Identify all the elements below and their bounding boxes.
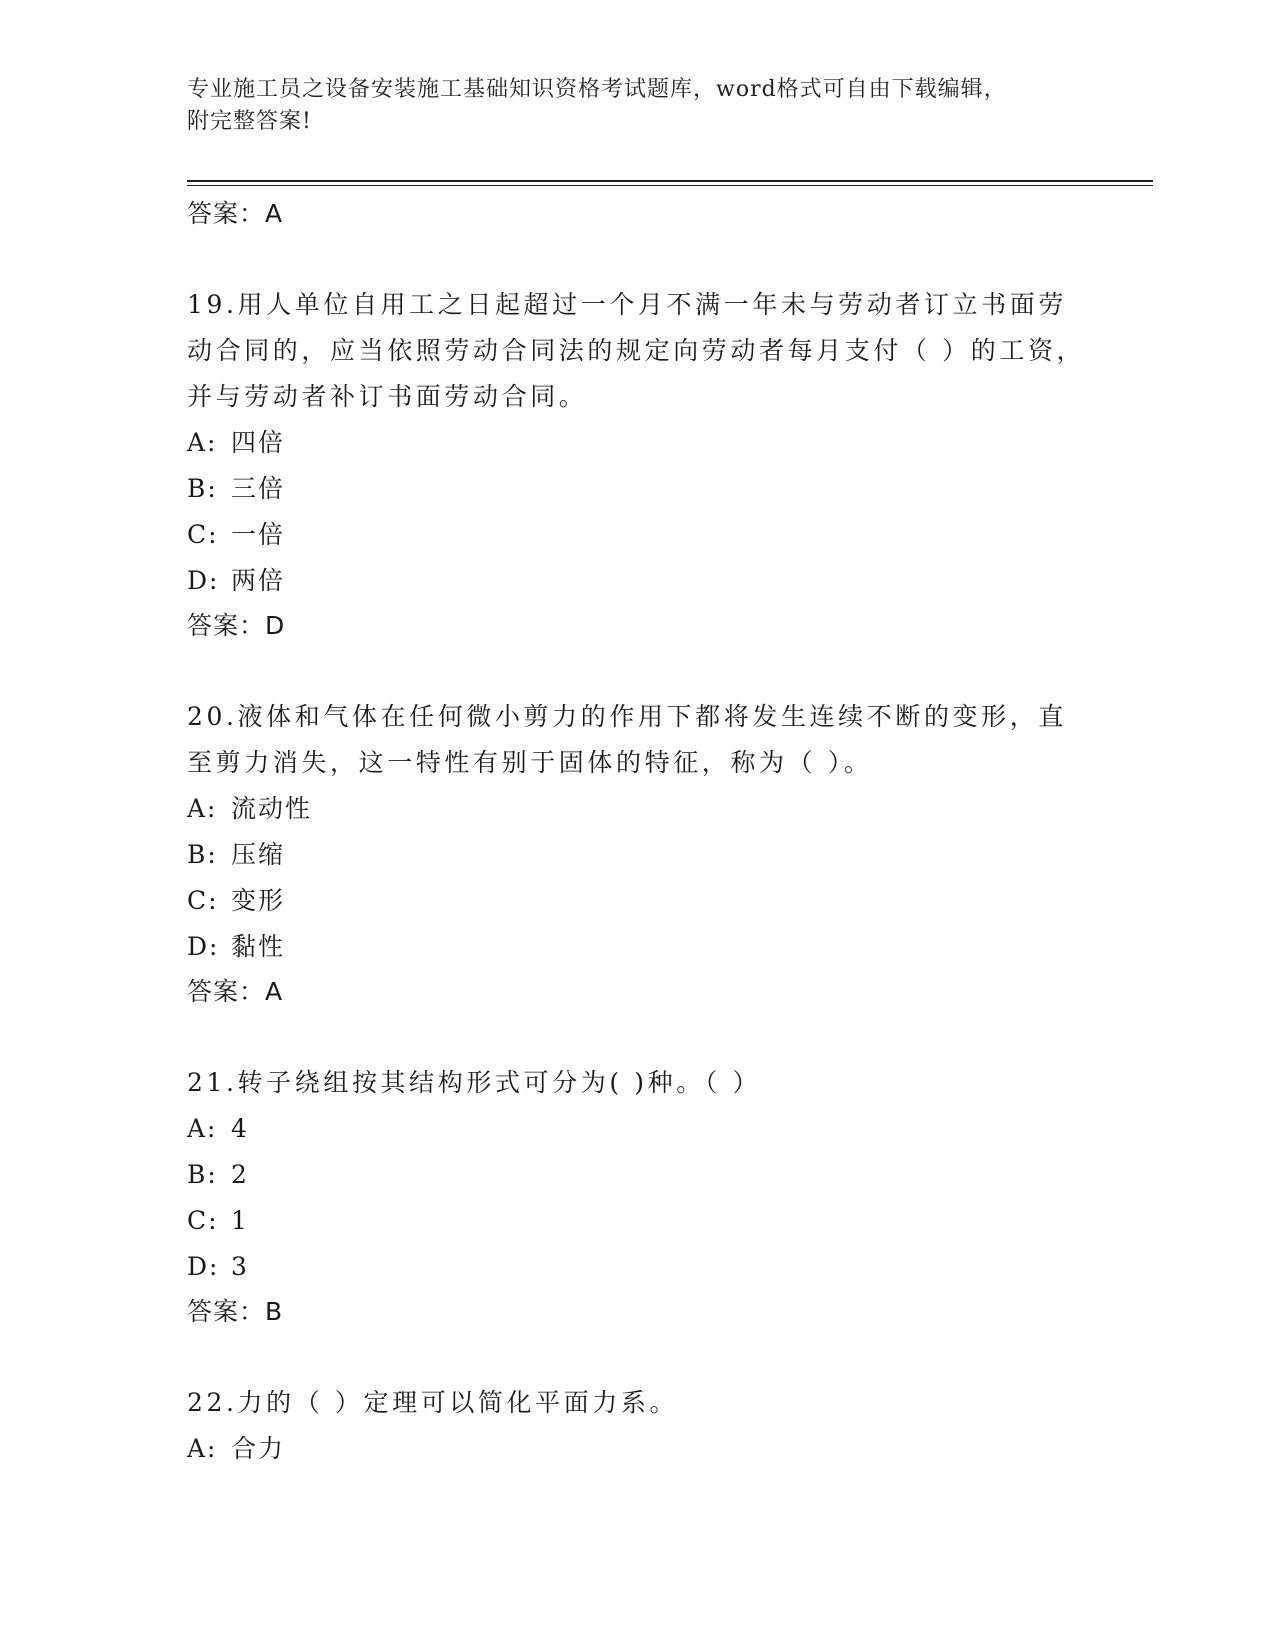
option-text: 一倍 [231, 520, 286, 549]
question-stem: 21.转子绕组按其结构形式可分为( )种。（ ） [187, 1068, 762, 1097]
option-text: 1 [231, 1206, 249, 1235]
option-text: 压缩 [231, 840, 286, 869]
header-line-1: 专业施工员之设备安装施工基础知识资格考试题库，word格式可自由下载编辑， [187, 77, 1007, 102]
option-letter: A: [187, 794, 218, 823]
answer-line: 答案：A [187, 199, 284, 228]
question-22 [187, 1380, 1087, 1472]
option-b [187, 1152, 1087, 1198]
answer-line: 答案：A [187, 977, 284, 1006]
header-line-2: 附完整答案! [187, 109, 312, 134]
option-text: 三倍 [231, 474, 286, 503]
option-a [187, 420, 1087, 466]
option-text: 黏性 [231, 932, 286, 961]
option-text: 变形 [231, 886, 286, 915]
option-a [187, 1426, 1087, 1472]
answer-line: 答案：D [187, 611, 286, 640]
option-c [187, 1198, 1087, 1244]
option-a [187, 1106, 1087, 1152]
option-letter: D: [187, 932, 220, 961]
option-b [187, 466, 1087, 512]
option-text: 四倍 [231, 428, 286, 457]
header-divider [187, 180, 1153, 182]
question-stem: 20.液体和气体在任何微小剪力的作用下都将发生连续不断的变形，直至剪力消失，这一特性有别于固体的特征，称为（ ）。 [187, 702, 1067, 777]
option-text: 2 [231, 1160, 249, 1189]
option-text: 合力 [231, 1434, 286, 1463]
question-stem: 19.用人单位自用工之日起超过一个月不满一年未与劳动者订立书面劳动合同的，应当依照劳动合同法的规定向劳动者每月支付（ ）的工资，并与劳动者补订书面劳动合同。 [187, 290, 1086, 411]
option-letter: D: [187, 1252, 220, 1281]
question-21 [187, 1060, 1087, 1334]
option-letter: B: [187, 474, 218, 503]
option-text: 流动性 [231, 794, 313, 823]
question-stem: 22.力的（ ）定理可以简化平面力系。 [187, 1388, 679, 1417]
question-list [187, 192, 1087, 1472]
option-text: 4 [231, 1114, 249, 1143]
option-letter: A: [187, 1114, 218, 1143]
option-letter: D: [187, 566, 220, 595]
option-letter: A: [187, 428, 218, 457]
option-letter: C: [187, 1206, 219, 1235]
answer-line: 答案：B [187, 1297, 284, 1326]
option-letter: C: [187, 886, 219, 915]
option-letter: B: [187, 1160, 218, 1189]
option-text: 两倍 [231, 566, 286, 595]
option-c [187, 512, 1087, 558]
option-c [187, 878, 1087, 924]
option-text: 3 [231, 1252, 249, 1281]
option-d [187, 924, 1087, 970]
option-letter: A: [187, 1434, 218, 1463]
option-b [187, 832, 1087, 878]
option-d [187, 1244, 1087, 1290]
option-d [187, 558, 1087, 604]
option-a [187, 786, 1087, 832]
question-20 [187, 694, 1087, 1014]
option-letter: B: [187, 840, 218, 869]
header-divider-thin [187, 185, 1153, 186]
option-letter: C: [187, 520, 219, 549]
document-header [187, 74, 1087, 138]
question-19 [187, 282, 1087, 648]
